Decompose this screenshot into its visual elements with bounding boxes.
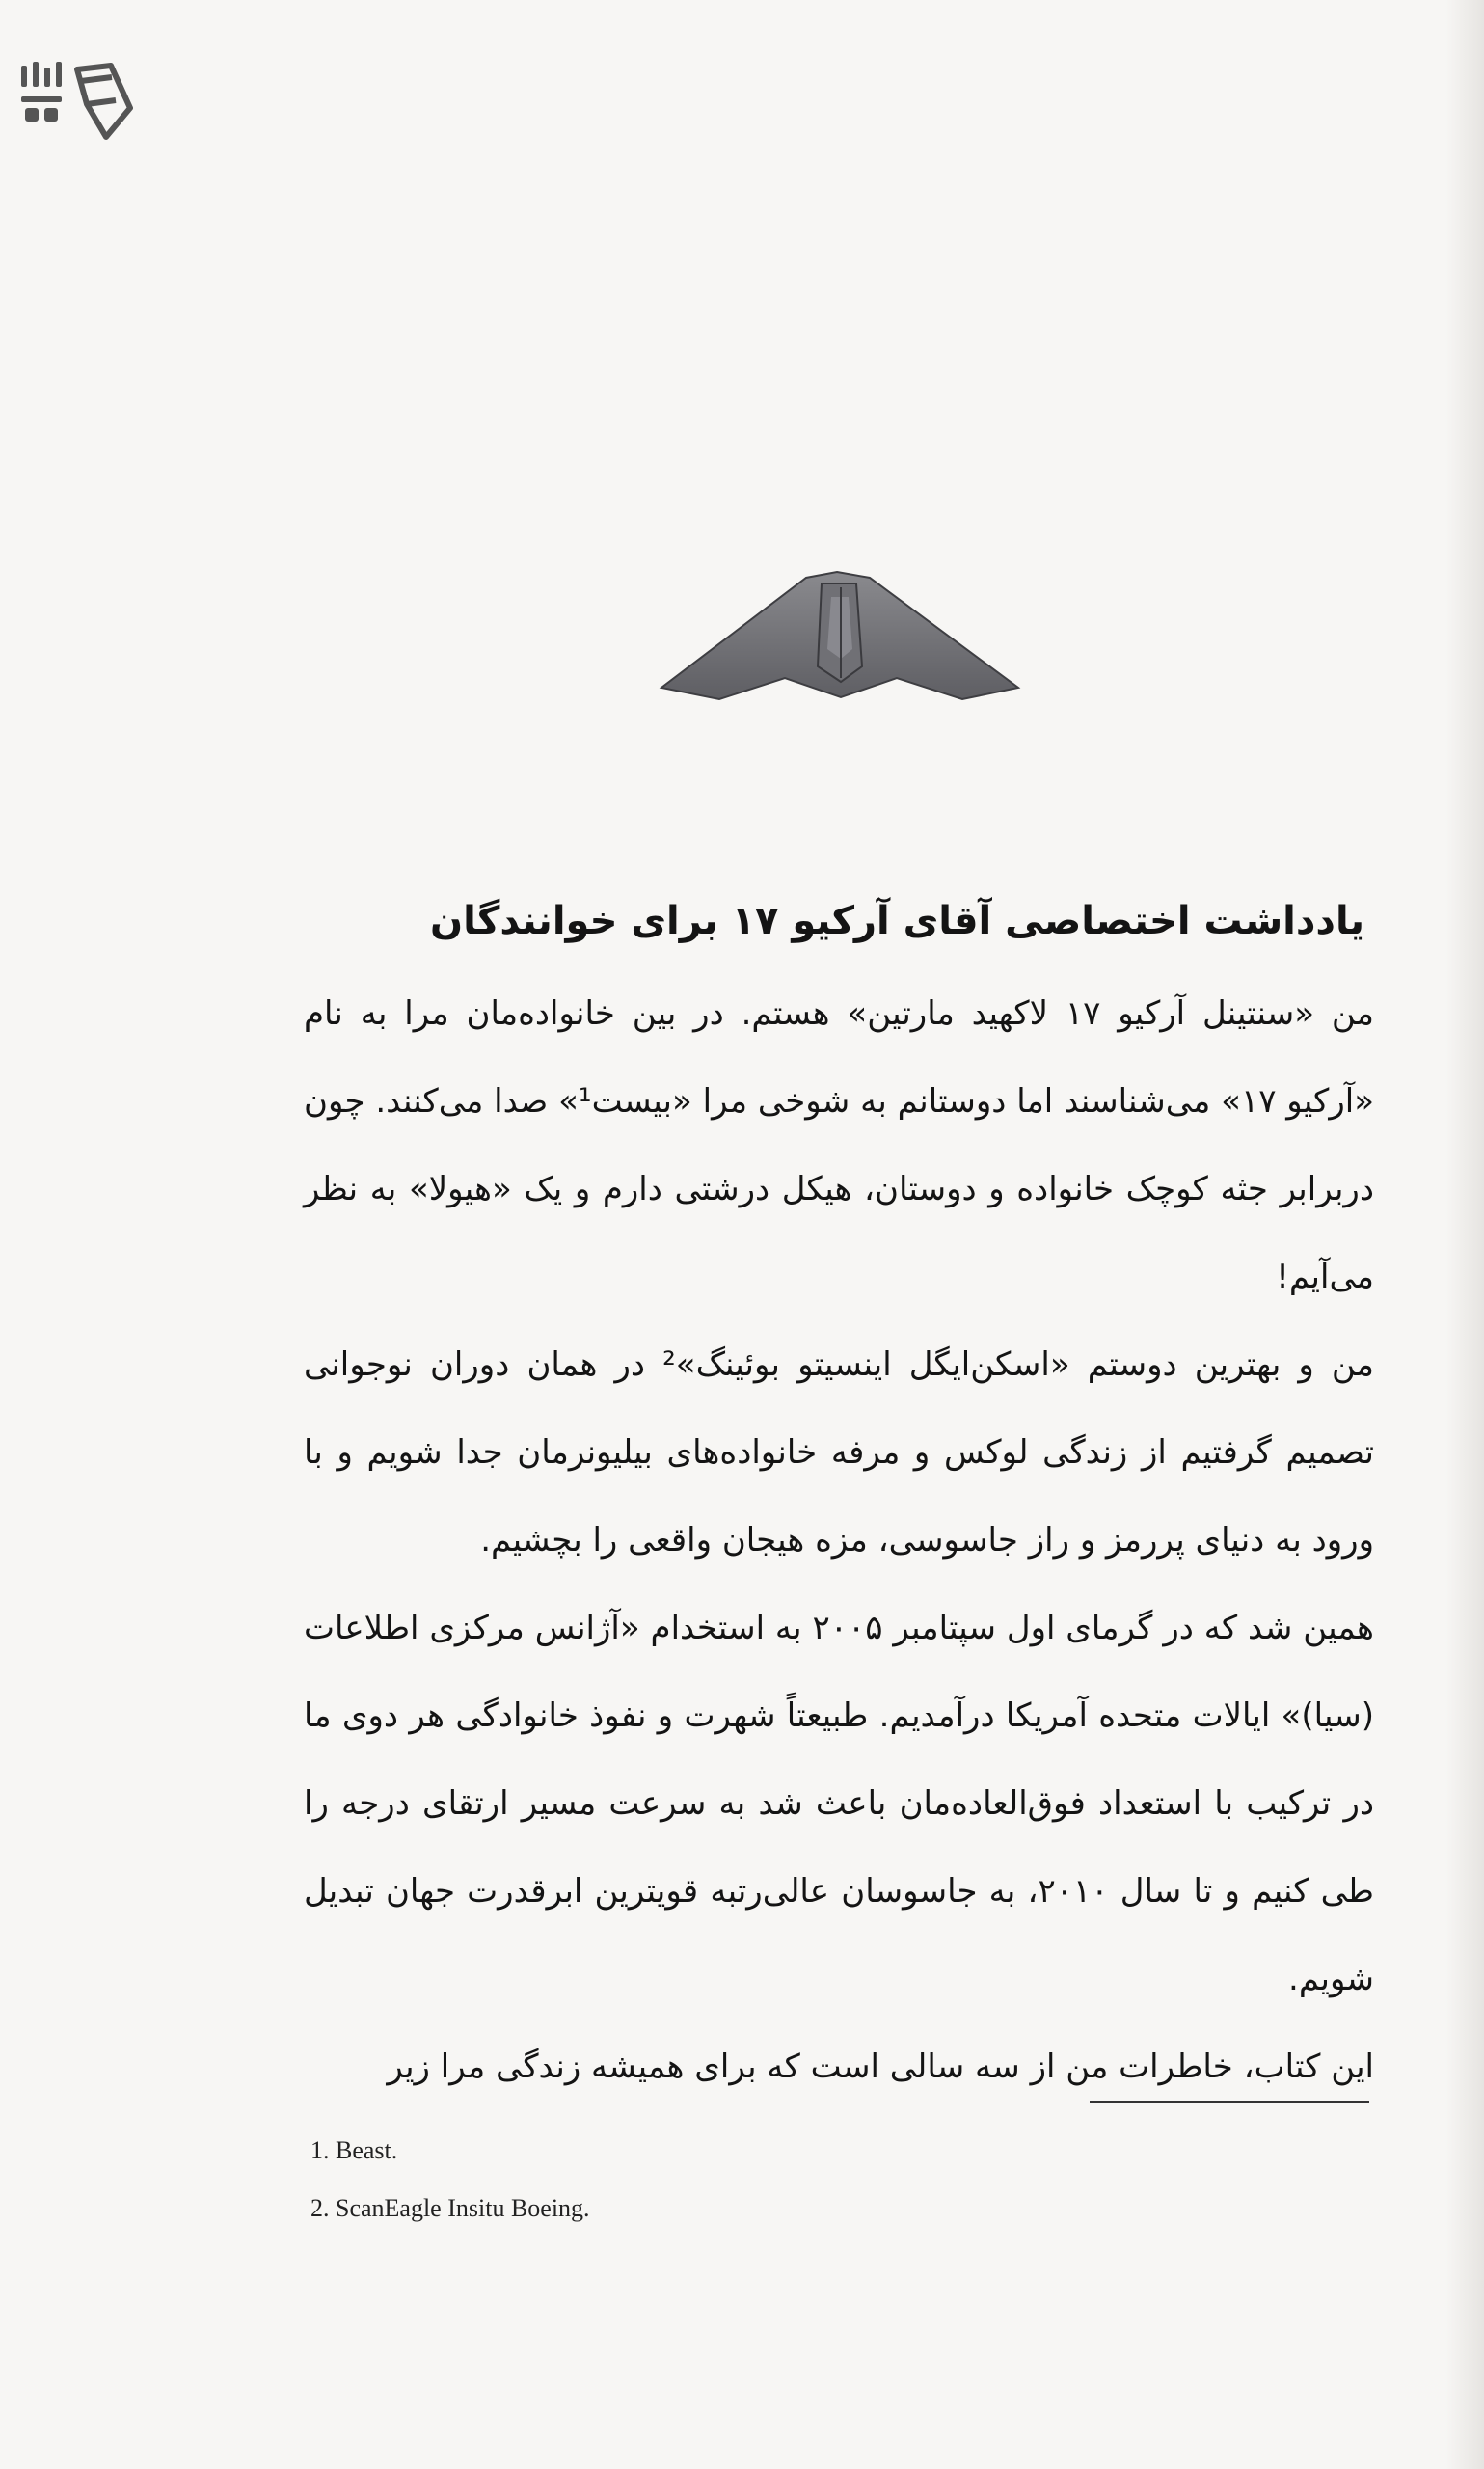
note-paragraph: همین شد که در گرمای اول سپتامبر ۲۰۰۵ به استخدام «آژانس مرکزی اطلاعات (سیا)» ایالات متحده آمریکا درآمدیم. طبیعتاً شهرت و نفوذ خانوادگی هر دوی ما در ترکیب با استعداد فوق‌العاده‌مان باعث شد به سرعت مسیر ارتقای درجه را طی کنیم و تا سال ۲۰۱۰، به جاسوسان عالی‌رتبه قویترین ابرقدرت جهان تبدیل شویم. [304, 1609, 1374, 1998]
publisher-logo-icon [19, 58, 135, 145]
page-edge-shadow [1445, 0, 1484, 2469]
publisher-note [304, 868, 1374, 2111]
note-paragraph: من «سنتینل آرکیو ۱۷ لاکهید مارتین» هستم. در بین خانواده‌مان مرا به نام «آرکیو ۱۷» می‌شناسند اما دوستانم به شوخی مرا «بیست¹» صدا می‌کنند. چون دربرابر جثه کوچک خانواده و دوستان، هیکل درشتی دارم و یک «هیولا» به نظر می‌آیم! [304, 994, 1374, 1296]
note-title: یادداشت اختصاصی آقای آرکیو ۱۷ برای خوانندگان [429, 899, 1364, 943]
flying-wing-drone-illustration [656, 564, 1022, 709]
footnotes [310, 2122, 793, 2238]
note-paragraph: این کتاب، خاطرات من از سه سالی است که برای همیشه زندگی مرا زیر [387, 2048, 1374, 2086]
footnote-divider [1090, 2101, 1369, 2103]
note-paragraph: من و بهترین دوستم «اسکن‌ایگل اینسیتو بوئینگ»² در همان دوران نوجوانی تصمیم گرفتیم از زندگی لوکس و مرفه خانواده‌های بیلیونرمان جدا شویم و با ورود به دنیای پررمز و راز جاسوسی، مزه هیجان واقعی را بچشیم. [304, 1345, 1374, 1560]
footnote-2: 2. ScanEagle Insitu Boeing. [310, 2194, 590, 2222]
footnote-1: 1. Beast. [310, 2136, 398, 2164]
